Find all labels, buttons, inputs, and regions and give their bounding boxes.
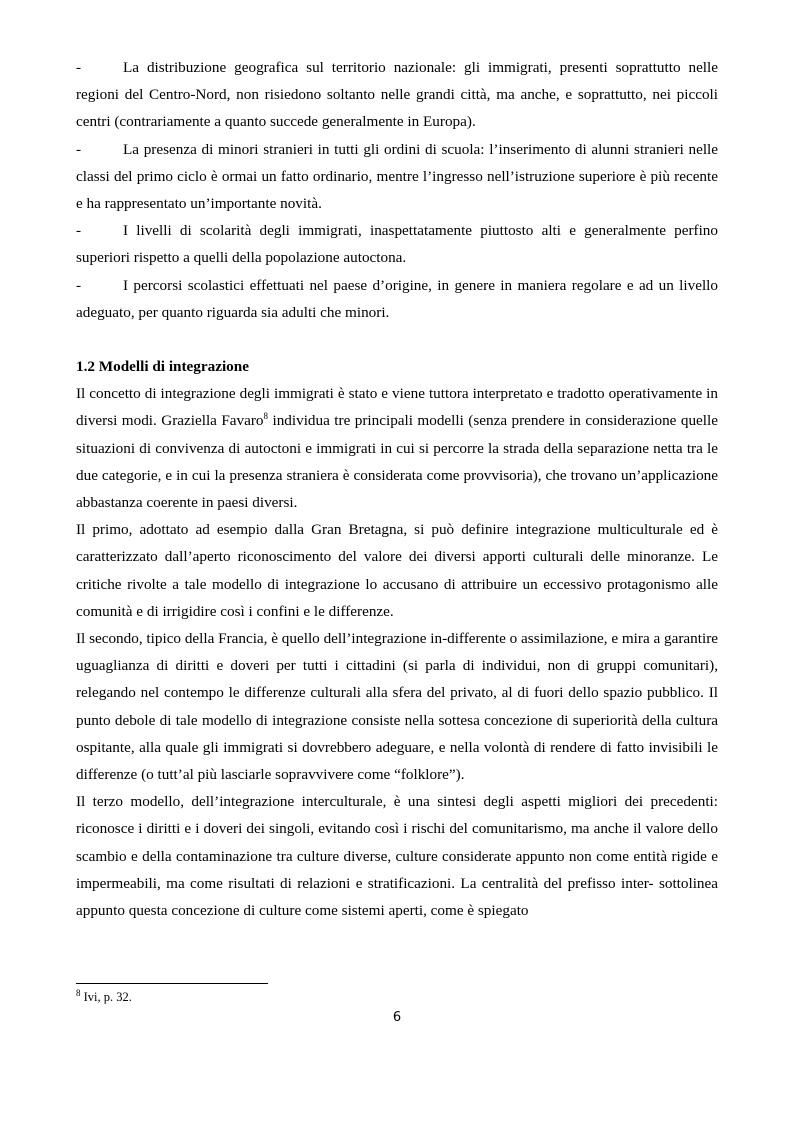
body-text: [76, 54, 718, 924]
paragraph: Il primo, adottato ad esempio dalla Gran Bretagna, si può definire integrazione multiculturale ed è caratterizzato dall’aperto riconoscimento del valore dei diversi apporti culturali delle minoranze. Le critiche rivolte a tale modello di integrazione lo accusano di attribuire un eccessivo protagonismo alle comunità e di irrigidire così i confini e le differenze.: [76, 521, 718, 620]
page-number: 6: [392, 1010, 402, 1025]
bullet-dash: -: [76, 59, 82, 76]
bullet-item: [76, 272, 718, 326]
footnote-separator: [76, 983, 268, 984]
bullet-text: I livelli di scolarità degli immigrati, inaspettatamente piuttosto alti e generalmente perfino superiori rispetto a quelli della popolazione autoctona.: [76, 222, 718, 267]
bullet-dash: -: [76, 276, 82, 294]
footnote-text: Ivi, p. 32.: [80, 990, 132, 1004]
bullet-text: La presenza di minori stranieri in tutti gli ordini di scuola: l’inserimento di alunni stranieri nelle classi del primo ciclo è ormai un fatto ordinario, mentre l’ingresso nell’istruzione superiore è più recente e ha rappresentato un’importante novità.: [76, 140, 718, 213]
footnote-reference[interactable]: 8: [263, 411, 269, 422]
bullet-item: [76, 217, 718, 271]
footnote-mark: 8: [76, 987, 81, 998]
bullet-item: [76, 54, 718, 136]
bullet-text: La distribuzione geografica sul territorio nazionale: gli immigrati, presenti soprattutto nelle regioni del Centro-Nord, non risiedono soltanto nelle grandi città, ma anche, e soprattutto, nei piccoli centri (contrariamente a quanto succede generalmente in Europa).: [76, 59, 718, 131]
bullet-dash: -: [76, 222, 82, 240]
bullet-text: I percorsi scolastici effettuati nel paese d’origine, in genere in maniera regolare e ad un livello adeguato, per quanto riguarda sia adulti che minori.: [76, 276, 718, 321]
paragraph: [76, 380, 718, 516]
paragraph: Il secondo, tipico della Francia, è quello dell’integrazione in-differente o assimilazione, e mira a garantire uguaglianza di diritti e doveri per tutti i cittadini (si parla di individui, non di gruppi comunitari), relegando nel contempo le differenze culturali alla sfera del privato, al di fuori dello spazio pubblico. Il punto debole di tale modello di integrazione consiste nella sottesa concezione di superiorità della cultura ospitante, alla quale gli immigrati si dovrebbero adeguare, e nella volontà di rendere di fatto invisibili le differenze (o tutt’al più lasciarle sopravvivere come “folklore”).: [76, 630, 718, 784]
paragraph: Il terzo modello, dell’integrazione interculturale, è una sintesi degli aspetti migliori dei precedenti: riconosce i diritti e i doveri dei singoli, evitando così i rischi del comunitarismo, ma anche il valore dello scambio e della contaminazione tra culture diverse, culture considerate appunto non come entità rigide e impermeabili, ma come risultati di relazioni e stratificazioni. La centralità del prefisso inter- sottolinea appunto questa concezione di culture come sistemi aperti, come è spiegato: [76, 793, 718, 920]
paragraph-text: Il concetto di integrazione degli immigrati è stato e viene tuttora interpretato e tradotto operativamente in diversi modi. Graziella Favaro: [76, 385, 718, 430]
paragraph-text: individua tre principali modelli (senza prendere in considerazione quelle situazioni di convivenza di autoctoni e immigrati in cui si percorre la strada della separazione netta tra le due categorie, e in cui la presenza straniera è considerata come provvisoria), che trovano un’applicazione abbastanza coerente in paesi diversi.: [76, 412, 718, 512]
footnote: [76, 987, 132, 1005]
bullet-dash: -: [76, 140, 82, 158]
bullet-item: [76, 136, 718, 218]
section-heading: 1.2 Modelli di integrazione: [76, 358, 249, 376]
